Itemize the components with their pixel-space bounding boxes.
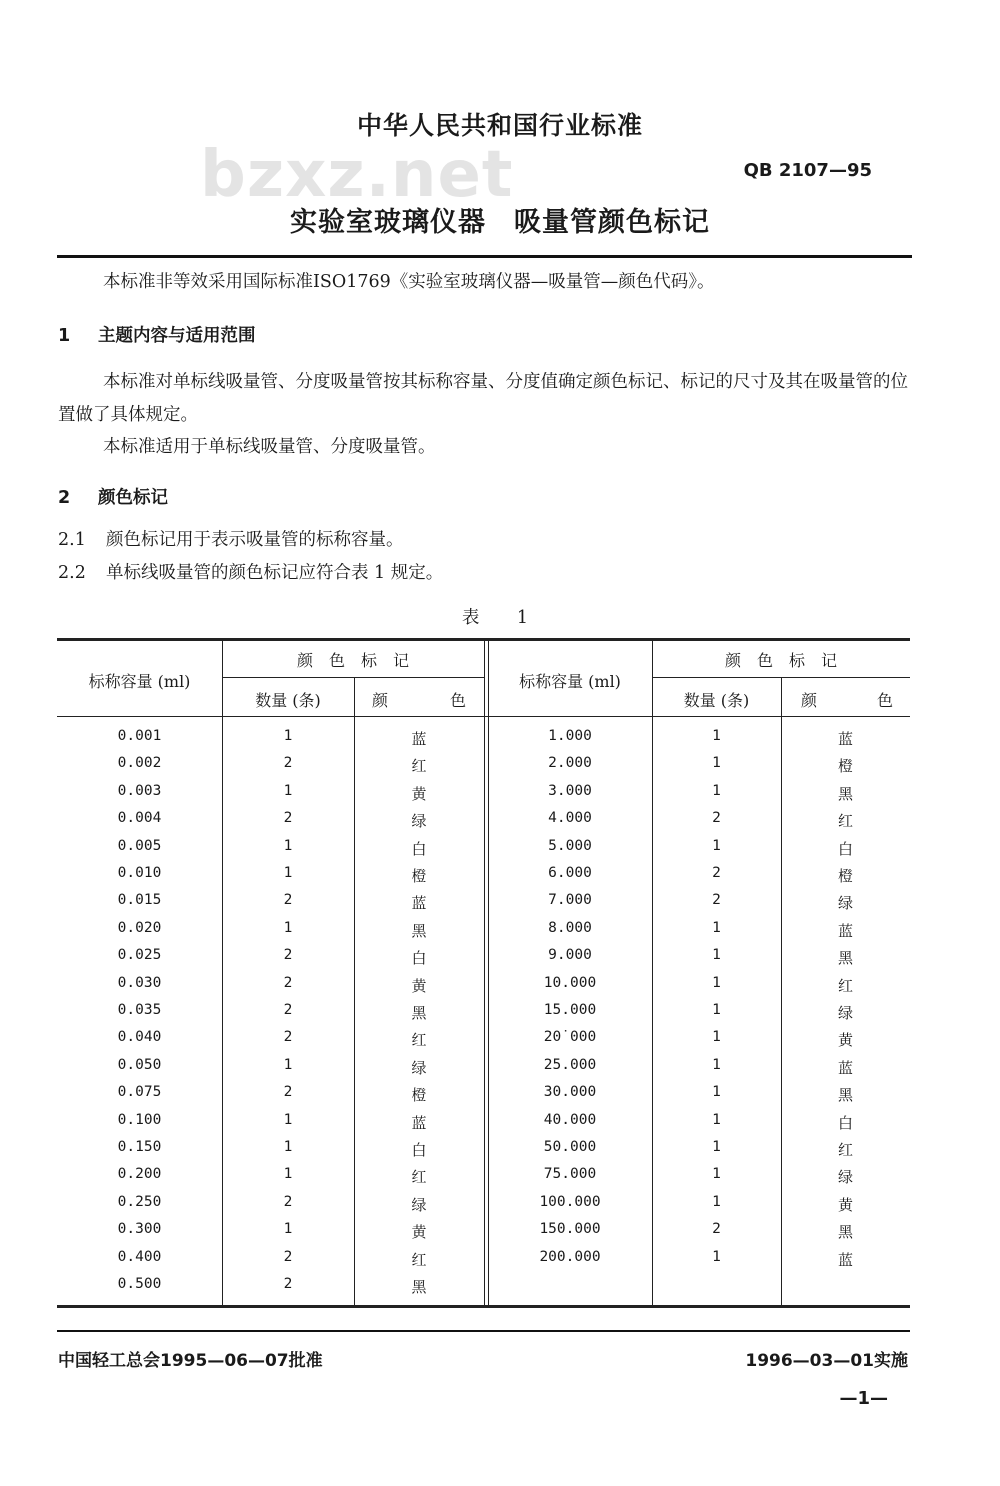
count-cell: 1 bbox=[712, 1248, 721, 1265]
section-1-paragraph-1: 本标准对单标线吸量管、分度吸量管按其标称容量、分度值确定颜色标记、标记的尺寸及其在吸量管的位置做了具体规定。 bbox=[58, 372, 908, 425]
color-cell: 蓝 bbox=[837, 1058, 853, 1077]
count-cell: 1 bbox=[283, 919, 293, 936]
count-cell: 1 bbox=[283, 1139, 293, 1155]
count-cell: 1 bbox=[712, 1029, 721, 1046]
capacity-cell: 0.300 bbox=[117, 1221, 162, 1238]
color-cell: 黑 bbox=[837, 1086, 853, 1105]
capacity-cell: 6.000 bbox=[548, 865, 592, 881]
clause-2-1 bbox=[58, 524, 404, 557]
count-cell: 2 bbox=[283, 755, 293, 772]
header-color-mark-left: 颜 色 标 记 bbox=[296, 651, 409, 670]
document-title: 实验室玻璃仪器 吸量管颜色标记 bbox=[290, 207, 710, 238]
capacity-cell: 0.100 bbox=[117, 1111, 162, 1128]
count-cell: 1 bbox=[283, 837, 293, 854]
count-cell: 1 bbox=[712, 947, 721, 964]
clause-number: 2.2 bbox=[58, 563, 86, 583]
section-title: 颜色标记 bbox=[98, 488, 168, 508]
capacity-cell: 2.000 bbox=[548, 755, 592, 772]
title-divider bbox=[57, 255, 912, 258]
color-cell: 绿 bbox=[411, 1058, 427, 1077]
section-1-paragraph-2: 本标准适用于单标线吸量管、分度吸量管。 bbox=[103, 437, 436, 457]
color-cell: 橙 bbox=[411, 1086, 427, 1105]
capacity-cell: 3.000 bbox=[548, 782, 592, 799]
header-color-right-a: 颜 bbox=[801, 691, 818, 710]
capacity-cell: 0.005 bbox=[117, 837, 162, 854]
color-cell: 蓝 bbox=[837, 1250, 853, 1269]
clause-number: 2.1 bbox=[58, 530, 86, 550]
count-cell: 2 bbox=[283, 1276, 293, 1292]
color-cell: 红 bbox=[837, 976, 853, 995]
header-count-left: 数量 (条) bbox=[255, 691, 321, 710]
color-cell: 黑 bbox=[411, 1004, 427, 1022]
color-cell: 绿 bbox=[837, 1004, 853, 1022]
color-cell: 绿 bbox=[411, 812, 427, 831]
count-cell: 2 bbox=[283, 1084, 293, 1101]
count-cell: 1 bbox=[712, 782, 721, 799]
capacity-cell: 7.000 bbox=[548, 892, 592, 909]
count-cell: 2 bbox=[712, 865, 721, 881]
clause-2-2 bbox=[58, 557, 443, 590]
capacity-cell: 0.400 bbox=[117, 1248, 162, 1265]
capacity-cell: 75.000 bbox=[543, 1166, 597, 1183]
capacity-cell: 100.000 bbox=[539, 1193, 601, 1210]
count-cell: 1 bbox=[712, 755, 721, 772]
color-cell: 黑 bbox=[411, 1278, 427, 1296]
color-cell: 黄 bbox=[837, 1031, 853, 1050]
color-cell: 蓝 bbox=[411, 894, 427, 913]
standard-code: QB 2107—95 bbox=[743, 160, 872, 181]
color-cell: 黄 bbox=[411, 784, 427, 803]
count-cell: 1 bbox=[712, 974, 721, 991]
color-cell: 白 bbox=[837, 839, 853, 858]
color-cell: 黑 bbox=[837, 784, 853, 803]
color-cell: 黄 bbox=[837, 1195, 853, 1214]
count-cell: 2 bbox=[283, 974, 293, 991]
color-cell: 白 bbox=[411, 949, 427, 968]
section-1-heading bbox=[58, 320, 256, 353]
effective-date: 1996—03—01实施 bbox=[745, 1351, 908, 1371]
color-cell: 白 bbox=[837, 1113, 853, 1132]
capacity-cell: 0.075 bbox=[117, 1084, 162, 1101]
color-cell: 红 bbox=[411, 1250, 427, 1269]
watermark-text: bzxz.net bbox=[200, 138, 514, 212]
color-cell: 白 bbox=[411, 1141, 427, 1159]
capacity-cell: 50.000 bbox=[543, 1139, 597, 1155]
intro-paragraph: 本标准非等效采用国际标准ISO1769《实验室玻璃仪器—吸量管—颜色代码》。 bbox=[103, 272, 715, 292]
count-cell: 1 bbox=[283, 1166, 293, 1183]
color-cell: 蓝 bbox=[837, 921, 853, 940]
capacity-cell: 0.002 bbox=[117, 755, 162, 772]
section-2-heading bbox=[58, 482, 168, 515]
count-cell: 1 bbox=[712, 1002, 721, 1018]
standard-organization: 中华人民共和国行业标准 bbox=[356, 111, 643, 140]
color-cell: 红 bbox=[837, 1141, 853, 1159]
capacity-cell: 0.250 bbox=[117, 1193, 162, 1210]
table-bottom-rule bbox=[57, 1305, 910, 1308]
capacity-cell: 0.500 bbox=[117, 1276, 162, 1292]
capacity-cell: 25.000 bbox=[543, 1056, 597, 1073]
color-cell: 蓝 bbox=[411, 1113, 427, 1132]
count-cell: 2 bbox=[712, 892, 721, 909]
color-cell: 白 bbox=[411, 839, 427, 858]
capacity-cell: 0.010 bbox=[117, 865, 162, 881]
footer-divider bbox=[57, 1330, 910, 1332]
capacity-cell: 8.000 bbox=[548, 919, 592, 936]
count-cell: 1 bbox=[283, 1221, 293, 1238]
header-count-right: 数量 (条) bbox=[683, 691, 750, 710]
count-cell: 2 bbox=[283, 1002, 293, 1018]
count-cell: 1 bbox=[712, 919, 721, 936]
table-caption: 表 1 bbox=[461, 608, 539, 628]
color-cell: 蓝 bbox=[837, 730, 853, 748]
count-cell: 2 bbox=[712, 1221, 721, 1238]
color-cell: 红 bbox=[411, 1168, 427, 1187]
count-cell: 1 bbox=[283, 782, 293, 799]
header-color-left-a: 颜 bbox=[372, 691, 389, 710]
count-cell: 2 bbox=[283, 1248, 293, 1265]
color-cell: 黑 bbox=[837, 1223, 853, 1242]
capacity-cell: 0.001 bbox=[117, 728, 162, 744]
capacity-cell: 0.200 bbox=[117, 1166, 162, 1183]
capacity-cell: 0.150 bbox=[117, 1139, 162, 1155]
count-cell: 2 bbox=[283, 947, 293, 964]
capacity-cell: 0.015 bbox=[117, 892, 162, 909]
count-cell: 1 bbox=[712, 1084, 721, 1101]
count-cell: 1 bbox=[712, 1193, 721, 1210]
capacity-cell: 0.004 bbox=[117, 810, 162, 827]
count-cell: 1 bbox=[712, 837, 721, 854]
color-cell: 红 bbox=[411, 757, 427, 776]
header-color-right-b: 色 bbox=[877, 691, 894, 710]
color-cell: 绿 bbox=[837, 894, 853, 913]
count-cell: 2 bbox=[712, 810, 721, 827]
color-cell: 黑 bbox=[411, 921, 427, 940]
color-cell: 橙 bbox=[837, 757, 853, 776]
count-cell: 1 bbox=[283, 1056, 293, 1073]
count-cell: 1 bbox=[283, 728, 293, 744]
capacity-cell: 0.003 bbox=[117, 782, 162, 799]
color-cell: 绿 bbox=[411, 1195, 427, 1214]
table-col-divider bbox=[484, 640, 485, 1305]
capacity-cell: 5.000 bbox=[548, 837, 592, 854]
table-header-subrule-left bbox=[222, 677, 484, 678]
color-cell: 橙 bbox=[411, 867, 427, 885]
capacity-cell: 0.040 bbox=[117, 1029, 162, 1046]
clause-text: 单标线吸量管的颜色标记应符合表 1 规定。 bbox=[106, 563, 444, 583]
header-capacity-right: 标称容量 (ml) bbox=[519, 672, 621, 691]
header-capacity-left: 标称容量 (ml) bbox=[88, 672, 191, 691]
section-number: 2 bbox=[58, 488, 71, 508]
capacity-cell: 200.000 bbox=[539, 1248, 601, 1265]
count-cell: 1 bbox=[283, 1111, 293, 1128]
capacity-cell: 0.025 bbox=[117, 947, 162, 964]
capacity-cell: 1.000 bbox=[548, 728, 592, 744]
count-cell: 1 bbox=[712, 728, 721, 744]
count-cell: 2 bbox=[283, 1193, 293, 1210]
count-cell: 1 bbox=[712, 1111, 721, 1128]
color-cell: 绿 bbox=[837, 1168, 853, 1187]
capacity-cell: 15.000 bbox=[543, 1002, 597, 1018]
count-cell: 2 bbox=[283, 810, 293, 827]
count-cell: 1 bbox=[283, 865, 293, 881]
clause-text: 颜色标记用于表示吸量管的标称容量。 bbox=[106, 530, 404, 550]
capacity-cell: 0.020 bbox=[117, 919, 162, 936]
capacity-cell: 30.000 bbox=[543, 1084, 597, 1101]
header-color-mark-right: 颜 色 标 记 bbox=[724, 651, 837, 670]
color-cell: 红 bbox=[411, 1031, 427, 1050]
section-number: 1 bbox=[58, 326, 71, 346]
page-number: —1— bbox=[839, 1388, 888, 1409]
color-cell: 蓝 bbox=[411, 730, 427, 748]
color-cell: 黄 bbox=[411, 1223, 427, 1242]
count-cell: 2 bbox=[283, 892, 293, 909]
capacity-cell: 9.000 bbox=[548, 947, 592, 964]
capacity-cell: 10.000 bbox=[543, 974, 597, 991]
section-title: 主题内容与适用范围 bbox=[98, 326, 256, 346]
color-cell: 黑 bbox=[837, 949, 853, 968]
count-cell: 1 bbox=[712, 1166, 721, 1183]
count-cell: 2 bbox=[283, 1029, 293, 1046]
capacity-cell: 0.030 bbox=[117, 974, 162, 991]
capacity-cell: 0.050 bbox=[117, 1056, 162, 1073]
color-cell: 红 bbox=[837, 812, 853, 831]
header-color-left-b: 色 bbox=[450, 691, 467, 710]
count-cell: 1 bbox=[712, 1139, 721, 1155]
capacity-cell: 20˙000 bbox=[543, 1029, 597, 1046]
capacity-cell: 150.000 bbox=[539, 1221, 601, 1238]
capacity-cell: 0.035 bbox=[117, 1002, 162, 1018]
count-cell: 1 bbox=[712, 1056, 721, 1073]
approval-date: 中国轻工总会1995—06—07批准 bbox=[58, 1351, 323, 1371]
capacity-cell: 4.000 bbox=[548, 810, 592, 827]
capacity-cell: 40.000 bbox=[543, 1111, 597, 1128]
color-cell: 黄 bbox=[411, 976, 427, 995]
color-cell: 橙 bbox=[837, 867, 853, 885]
